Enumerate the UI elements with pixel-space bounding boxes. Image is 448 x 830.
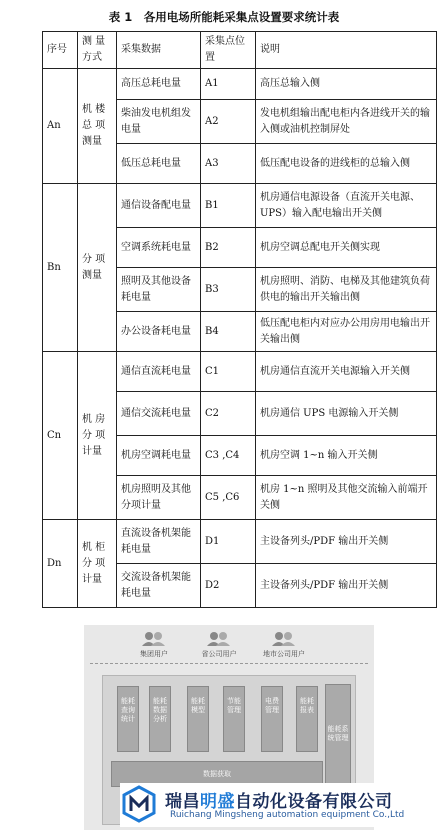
cell-data: 通信设备配电量: [117, 184, 201, 228]
module-box: 能耗系统管理: [325, 684, 351, 794]
company-name-highlight: 明盛: [200, 792, 235, 812]
module-box: 电费管理: [261, 686, 283, 752]
cell-note: 主设备列头/PDF 输出开关侧: [256, 520, 437, 564]
cell-note: 发电机组输出配电柜内各进线开关的输入侧或油机控制屏处: [256, 100, 437, 144]
cell-position: D2: [201, 564, 256, 608]
cell-note: 高压总输入侧: [256, 69, 437, 100]
header-data: 采集数据: [117, 32, 201, 69]
company-name: [165, 787, 393, 812]
cell-data: 直流设备机架能耗电量: [117, 520, 201, 564]
header-position: 采集点位置: [201, 32, 256, 69]
header-mode: 测 量 方式: [78, 32, 117, 69]
cell-data: 柴油发电机组发电量: [117, 100, 201, 144]
cell-position: B1: [201, 184, 256, 228]
cell-position: D1: [201, 520, 256, 564]
cell-note: 机房 1~n 照明及其他交流输入前端开关侧: [256, 476, 437, 520]
cell-note: 机房空调 1~n 输入开关侧: [256, 436, 437, 476]
cell-position: B3: [201, 268, 256, 312]
cell-note: 低压配电设备的进线柜的总输入侧: [256, 144, 437, 184]
cell-data: 通信直流耗电量: [117, 352, 201, 392]
cell-position: C1: [201, 352, 256, 392]
users-icon: [204, 631, 234, 646]
cell-note: 机房通信 UPS 电源输入开关侧: [256, 392, 437, 436]
table-header-row: [43, 32, 437, 69]
cell-data: 交流设备机架能耗电量: [117, 564, 201, 608]
company-english-name: Ruichang Mingsheng automation equipment Co.,Ltd: [170, 810, 405, 820]
data-acquisition-bar: 数据获取: [111, 761, 323, 787]
energy-collection-table: [42, 31, 437, 608]
cell-note: 机房通信直流开关电源输入开关侧: [256, 352, 437, 392]
cell-note: 机房空调总配电开关侧实现: [256, 228, 437, 268]
group-mode: 机 楼 总 项 测量: [78, 69, 117, 184]
table-row: [43, 69, 437, 100]
user-label: 地市公司用户: [263, 650, 305, 658]
cell-data: 机房空调耗电量: [117, 436, 201, 476]
group-code: Dn: [43, 520, 78, 608]
group-code: Cn: [43, 352, 78, 520]
logo-mark-icon: [120, 785, 158, 823]
company-logo: [120, 783, 448, 827]
cell-position: B4: [201, 312, 256, 352]
cell-data: 高压总耗电量: [117, 69, 201, 100]
user-label: 集团用户: [140, 650, 168, 658]
cell-data: 低压总耗电量: [117, 144, 201, 184]
group-code: Bn: [43, 184, 78, 352]
group-code: An: [43, 69, 78, 184]
group-mode: 机 房 分 项 计量: [78, 352, 117, 520]
group-mode: 分 项 测量: [78, 184, 117, 352]
module-box: 能耗模型: [187, 686, 209, 752]
cell-data: 通信交流耗电量: [117, 392, 201, 436]
table-row: [43, 352, 437, 392]
user-group: [254, 631, 314, 659]
cell-note: 主设备列头/PDF 输出开关侧: [256, 564, 437, 608]
cell-position: C2: [201, 392, 256, 436]
cell-data: 照明及其他设备耗电量: [117, 268, 201, 312]
cell-position: A3: [201, 144, 256, 184]
user-group: [189, 631, 249, 659]
divider: [90, 663, 368, 664]
company-name-part2: 自动化设备有限公司: [235, 792, 393, 812]
cell-note: 机房通信电源设备（直流开关电源、UPS）输入配电输出开关侧: [256, 184, 437, 228]
module-box: 能耗查询统计: [117, 686, 139, 752]
table-row: [43, 520, 437, 564]
header-note: 说明: [256, 32, 437, 69]
users-icon: [139, 631, 169, 646]
cell-note: 低压配电柜内对应办公用房用电输出开关输出侧: [256, 312, 437, 352]
cell-position: A1: [201, 69, 256, 100]
header-index: 序号: [43, 32, 78, 69]
group-mode: 机 柜 分 项 计量: [78, 520, 117, 608]
cell-position: A2: [201, 100, 256, 144]
cell-position: C5 ,C6: [201, 476, 256, 520]
users-icon: [269, 631, 299, 646]
company-name-part1: 瑞昌: [165, 792, 200, 812]
cell-data: 空调系统耗电量: [117, 228, 201, 268]
cell-note: 机房照明、消防、电梯及其他建筑负荷供电的输出开关输出侧: [256, 268, 437, 312]
cell-position: B2: [201, 228, 256, 268]
table-caption: 表 1 各用电场所能耗采集点设置要求统计表: [108, 10, 340, 24]
module-box: 节能管理: [223, 686, 245, 752]
table-row: [43, 184, 437, 228]
module-box: 能耗报表: [296, 686, 318, 752]
cell-position: C3 ,C4: [201, 436, 256, 476]
module-box: 能耗数据分析: [149, 686, 171, 752]
user-group: [124, 631, 184, 659]
cell-data: 机房照明及其他分项计量: [117, 476, 201, 520]
cell-data: 办公设备耗电量: [117, 312, 201, 352]
user-label: 省公司用户: [201, 650, 237, 658]
